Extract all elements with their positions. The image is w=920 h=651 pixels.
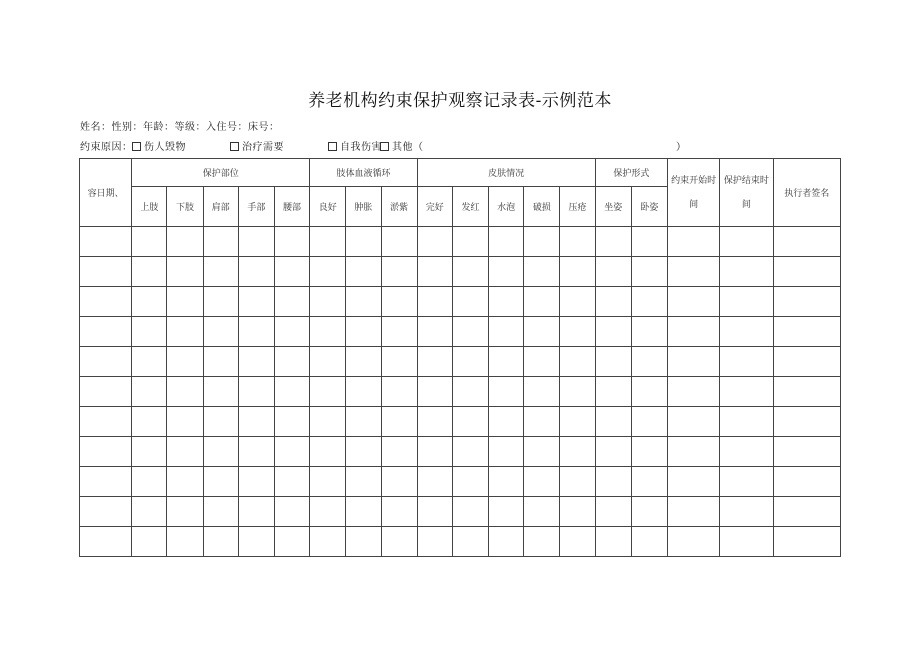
table-cell[interactable] <box>238 467 274 497</box>
table-cell[interactable] <box>524 407 560 437</box>
table-cell[interactable] <box>524 377 560 407</box>
table-row <box>80 437 841 467</box>
header-group-form: 保护形式 <box>595 159 667 187</box>
table-cell[interactable] <box>274 527 309 557</box>
table-cell[interactable] <box>668 527 720 557</box>
table-cell[interactable] <box>452 527 488 557</box>
table-cell[interactable] <box>203 287 238 317</box>
table-cell[interactable] <box>631 287 667 317</box>
table-cell[interactable] <box>167 527 203 557</box>
table-cell[interactable] <box>80 377 132 407</box>
table-cell[interactable] <box>417 437 452 467</box>
table-cell[interactable] <box>489 497 524 527</box>
table-cell[interactable] <box>238 347 274 377</box>
table-cell[interactable] <box>452 257 488 287</box>
reason-option-treatment[interactable]: 治疗需要 <box>230 138 284 153</box>
table-cell[interactable] <box>238 437 274 467</box>
header-pressure-sore: 压疮 <box>560 187 595 227</box>
header-intact: 完好 <box>417 187 452 227</box>
table-cell[interactable] <box>167 377 203 407</box>
table-cell[interactable] <box>489 257 524 287</box>
table-cell[interactable] <box>524 257 560 287</box>
table-cell[interactable] <box>167 317 203 347</box>
document-title: 养老机构约束保护观察记录表-示例范本 <box>308 91 612 111</box>
table-cell[interactable] <box>524 227 560 257</box>
table-cell[interactable] <box>310 347 346 377</box>
reason-option-other[interactable]: 其他（ <box>380 138 424 153</box>
table-cell[interactable] <box>452 377 488 407</box>
header-broken: 破损 <box>524 187 560 227</box>
table-cell[interactable] <box>203 407 238 437</box>
table-cell[interactable] <box>274 257 309 287</box>
table-cell[interactable] <box>417 407 452 437</box>
table-cell[interactable] <box>417 527 452 557</box>
table-cell[interactable] <box>631 347 667 377</box>
table-cell[interactable] <box>203 227 238 257</box>
table-cell[interactable] <box>524 287 560 317</box>
checkbox-icon[interactable] <box>380 142 389 151</box>
table-cell[interactable] <box>560 467 595 497</box>
table-cell[interactable] <box>452 287 488 317</box>
table-cell[interactable] <box>489 377 524 407</box>
table-cell[interactable] <box>346 377 381 407</box>
table-cell[interactable] <box>631 497 667 527</box>
table-cell[interactable] <box>489 287 524 317</box>
table-cell[interactable] <box>346 257 381 287</box>
header-blister: 水泡 <box>489 187 524 227</box>
table-cell[interactable] <box>203 317 238 347</box>
table-cell[interactable] <box>346 527 381 557</box>
table-cell[interactable] <box>346 437 381 467</box>
table-body <box>80 227 841 557</box>
table-cell[interactable] <box>132 287 167 317</box>
table-cell[interactable] <box>80 257 132 287</box>
table-cell[interactable] <box>489 407 524 437</box>
table-cell[interactable] <box>452 497 488 527</box>
table-cell[interactable] <box>238 257 274 287</box>
table-cell[interactable] <box>238 227 274 257</box>
table-cell[interactable] <box>560 317 595 347</box>
header-group-skin: 皮肤情况 <box>417 159 595 187</box>
table-cell[interactable] <box>720 407 773 437</box>
table-row <box>80 347 841 377</box>
table-cell[interactable] <box>203 257 238 287</box>
table-cell[interactable] <box>203 377 238 407</box>
table-cell[interactable] <box>203 497 238 527</box>
table-cell[interactable] <box>595 437 631 467</box>
table-cell[interactable] <box>238 407 274 437</box>
table-cell[interactable] <box>595 407 631 437</box>
table-cell[interactable] <box>167 227 203 257</box>
table-cell[interactable] <box>595 497 631 527</box>
table-cell[interactable] <box>381 317 417 347</box>
table-cell[interactable] <box>595 287 631 317</box>
table-cell[interactable] <box>595 257 631 287</box>
header-good: 良好 <box>310 187 346 227</box>
header-redness: 发红 <box>452 187 488 227</box>
table-cell[interactable] <box>560 227 595 257</box>
table-cell[interactable] <box>381 257 417 287</box>
table-cell[interactable] <box>668 257 720 287</box>
table-row <box>80 227 841 257</box>
table-cell[interactable] <box>720 317 773 347</box>
header-start-time: 约束开始时间 <box>668 159 720 227</box>
table-cell[interactable] <box>417 287 452 317</box>
table-cell[interactable] <box>381 527 417 557</box>
table-cell[interactable] <box>238 377 274 407</box>
table-cell[interactable] <box>489 347 524 377</box>
checkbox-icon[interactable] <box>230 142 239 151</box>
table-cell[interactable] <box>238 527 274 557</box>
table-row <box>80 497 841 527</box>
table-cell[interactable] <box>167 497 203 527</box>
table-cell[interactable] <box>560 527 595 557</box>
table-cell[interactable] <box>132 437 167 467</box>
table-cell[interactable] <box>274 377 309 407</box>
table-cell[interactable] <box>274 437 309 467</box>
table-cell[interactable] <box>274 347 309 377</box>
table-cell[interactable] <box>631 527 667 557</box>
table-cell[interactable] <box>668 437 720 467</box>
table-cell[interactable] <box>80 347 132 377</box>
table-cell[interactable] <box>773 497 840 527</box>
table-cell[interactable] <box>773 437 840 467</box>
table-cell[interactable] <box>524 437 560 467</box>
table-cell[interactable] <box>417 317 452 347</box>
table-cell[interactable] <box>80 527 132 557</box>
table-cell[interactable] <box>132 227 167 257</box>
header-sitting: 坐姿 <box>595 187 631 227</box>
table-cell[interactable] <box>489 527 524 557</box>
table-cell[interactable] <box>346 497 381 527</box>
table-cell[interactable] <box>80 317 132 347</box>
table-cell[interactable] <box>773 377 840 407</box>
table-cell[interactable] <box>310 317 346 347</box>
table-cell[interactable] <box>524 467 560 497</box>
table-cell[interactable] <box>489 467 524 497</box>
table-cell[interactable] <box>524 527 560 557</box>
table-cell[interactable] <box>132 467 167 497</box>
table-cell[interactable] <box>489 317 524 347</box>
table-cell[interactable] <box>524 497 560 527</box>
table-cell[interactable] <box>720 437 773 467</box>
table-cell[interactable] <box>310 287 346 317</box>
table-cell[interactable] <box>452 317 488 347</box>
table-cell[interactable] <box>524 347 560 377</box>
table-cell[interactable] <box>274 407 309 437</box>
table-cell[interactable] <box>668 407 720 437</box>
table-cell[interactable] <box>80 497 132 527</box>
table-cell[interactable] <box>203 437 238 467</box>
table-cell[interactable] <box>452 347 488 377</box>
table-row <box>80 467 841 497</box>
table-cell[interactable] <box>132 377 167 407</box>
table-cell[interactable] <box>381 467 417 497</box>
header-end-time: 保护结束时间 <box>720 159 773 227</box>
table-cell[interactable] <box>417 467 452 497</box>
table-cell[interactable] <box>310 527 346 557</box>
table-cell[interactable] <box>203 527 238 557</box>
table-cell[interactable] <box>773 527 840 557</box>
table-cell[interactable] <box>417 227 452 257</box>
table-cell[interactable] <box>668 317 720 347</box>
header-signer: 执行者签名 <box>773 159 840 227</box>
table-cell[interactable] <box>668 227 720 257</box>
table-cell[interactable] <box>167 347 203 377</box>
table-cell[interactable] <box>595 227 631 257</box>
header-date: 容日期、 <box>80 159 132 227</box>
table-cell[interactable] <box>167 257 203 287</box>
table-cell[interactable] <box>80 437 132 467</box>
table-cell[interactable] <box>773 347 840 377</box>
table-cell[interactable] <box>381 437 417 467</box>
header-bruising: 淤紫 <box>381 187 417 227</box>
table-row <box>80 257 841 287</box>
table-cell[interactable] <box>773 287 840 317</box>
table-cell[interactable] <box>346 407 381 437</box>
table-cell[interactable] <box>346 467 381 497</box>
table-cell[interactable] <box>274 287 309 317</box>
table-cell[interactable] <box>417 347 452 377</box>
table-cell[interactable] <box>631 257 667 287</box>
table-cell[interactable] <box>489 437 524 467</box>
table-cell[interactable] <box>668 287 720 317</box>
table-cell[interactable] <box>238 497 274 527</box>
table-cell[interactable] <box>452 437 488 467</box>
table-cell[interactable] <box>132 527 167 557</box>
checkbox-icon[interactable] <box>328 142 337 151</box>
table-cell[interactable] <box>381 377 417 407</box>
header-swelling: 肿胀 <box>346 187 381 227</box>
table-cell[interactable] <box>310 497 346 527</box>
table-cell[interactable] <box>595 467 631 497</box>
table-cell[interactable] <box>80 407 132 437</box>
table-cell[interactable] <box>80 227 132 257</box>
table-cell[interactable] <box>132 347 167 377</box>
table-cell[interactable] <box>310 467 346 497</box>
table-cell[interactable] <box>560 407 595 437</box>
table-cell[interactable] <box>381 227 417 257</box>
table-row <box>80 317 841 347</box>
table-row <box>80 287 841 317</box>
table-cell[interactable] <box>274 497 309 527</box>
table-cell[interactable] <box>560 377 595 407</box>
table-cell[interactable] <box>310 407 346 437</box>
reason-other-close: ） <box>676 142 687 153</box>
table-row <box>80 377 841 407</box>
table-cell[interactable] <box>346 347 381 377</box>
table-cell[interactable] <box>274 317 309 347</box>
table-cell[interactable] <box>560 347 595 377</box>
table-cell[interactable] <box>560 437 595 467</box>
observation-table <box>79 158 841 557</box>
table-cell[interactable] <box>132 407 167 437</box>
table-cell[interactable] <box>773 407 840 437</box>
table-cell[interactable] <box>203 347 238 377</box>
table-cell[interactable] <box>310 227 346 257</box>
header-shoulder: 肩部 <box>203 187 238 227</box>
table-cell[interactable] <box>595 527 631 557</box>
checkbox-icon[interactable] <box>132 142 141 151</box>
table-cell[interactable] <box>417 257 452 287</box>
table-cell[interactable] <box>631 437 667 467</box>
table-cell[interactable] <box>720 347 773 377</box>
table-cell[interactable] <box>167 467 203 497</box>
table-cell[interactable] <box>132 317 167 347</box>
table-row <box>80 527 841 557</box>
reason-option-harm-others[interactable]: 伤人毁物 <box>132 138 186 153</box>
table-cell[interactable] <box>720 227 773 257</box>
table-cell[interactable] <box>668 467 720 497</box>
table-cell[interactable] <box>452 407 488 437</box>
table-cell[interactable] <box>631 407 667 437</box>
table-cell[interactable] <box>310 257 346 287</box>
table-cell[interactable] <box>595 317 631 347</box>
table-cell[interactable] <box>720 527 773 557</box>
table-cell[interactable] <box>238 287 274 317</box>
table-cell[interactable] <box>417 497 452 527</box>
table-cell[interactable] <box>631 467 667 497</box>
table-cell[interactable] <box>773 227 840 257</box>
table-cell[interactable] <box>132 497 167 527</box>
header-hand: 手部 <box>238 187 274 227</box>
table-cell[interactable] <box>346 317 381 347</box>
table-cell[interactable] <box>238 317 274 347</box>
table-cell[interactable] <box>489 227 524 257</box>
table-cell[interactable] <box>132 257 167 287</box>
header-group-protect-parts: 保护部位 <box>132 159 310 187</box>
table-cell[interactable] <box>560 257 595 287</box>
table-cell[interactable] <box>274 227 309 257</box>
table-cell[interactable] <box>595 347 631 377</box>
table-row <box>80 407 841 437</box>
table-cell[interactable] <box>668 347 720 377</box>
table-cell[interactable] <box>381 347 417 377</box>
table-cell[interactable] <box>595 377 631 407</box>
table-cell[interactable] <box>773 317 840 347</box>
table-cell[interactable] <box>381 287 417 317</box>
table-cell[interactable] <box>668 497 720 527</box>
table-cell[interactable] <box>773 257 840 287</box>
table-cell[interactable] <box>417 377 452 407</box>
table-cell[interactable] <box>381 497 417 527</box>
table-cell[interactable] <box>720 287 773 317</box>
table-cell[interactable] <box>310 377 346 407</box>
reason-option-self-harm[interactable]: 自我伤害 <box>328 138 382 153</box>
header-lower-limb: 下肢 <box>167 187 203 227</box>
table-cell[interactable] <box>631 377 667 407</box>
table-cell[interactable] <box>560 287 595 317</box>
table-cell[interactable] <box>773 467 840 497</box>
table-cell[interactable] <box>167 437 203 467</box>
table-cell[interactable] <box>80 467 132 497</box>
table-cell[interactable] <box>80 287 132 317</box>
table-cell[interactable] <box>167 407 203 437</box>
table-cell[interactable] <box>668 377 720 407</box>
table-cell[interactable] <box>720 497 773 527</box>
table-cell[interactable] <box>452 467 488 497</box>
table-cell[interactable] <box>631 317 667 347</box>
table-cell[interactable] <box>381 407 417 437</box>
table-cell[interactable] <box>346 227 381 257</box>
table-cell[interactable] <box>524 317 560 347</box>
header-lying: 卧姿 <box>631 187 667 227</box>
restraint-reason-line <box>80 138 850 152</box>
table-cell[interactable] <box>167 287 203 317</box>
reason-label: 约束原因： <box>80 142 133 153</box>
header-group-circulation: 肢体血液循环 <box>310 159 418 187</box>
resident-info-line: 姓名：性别：年龄：等级：入住号：床号： <box>80 122 280 133</box>
table-cell[interactable] <box>560 497 595 527</box>
table-cell[interactable] <box>274 467 309 497</box>
table-cell[interactable] <box>310 437 346 467</box>
table-cell[interactable] <box>203 467 238 497</box>
table-cell[interactable] <box>720 377 773 407</box>
table-cell[interactable] <box>720 257 773 287</box>
header-waist: 腰部 <box>274 187 309 227</box>
table-cell[interactable] <box>631 227 667 257</box>
table-cell[interactable] <box>452 227 488 257</box>
table-cell[interactable] <box>720 467 773 497</box>
table-cell[interactable] <box>346 287 381 317</box>
header-upper-limb: 上肢 <box>132 187 167 227</box>
